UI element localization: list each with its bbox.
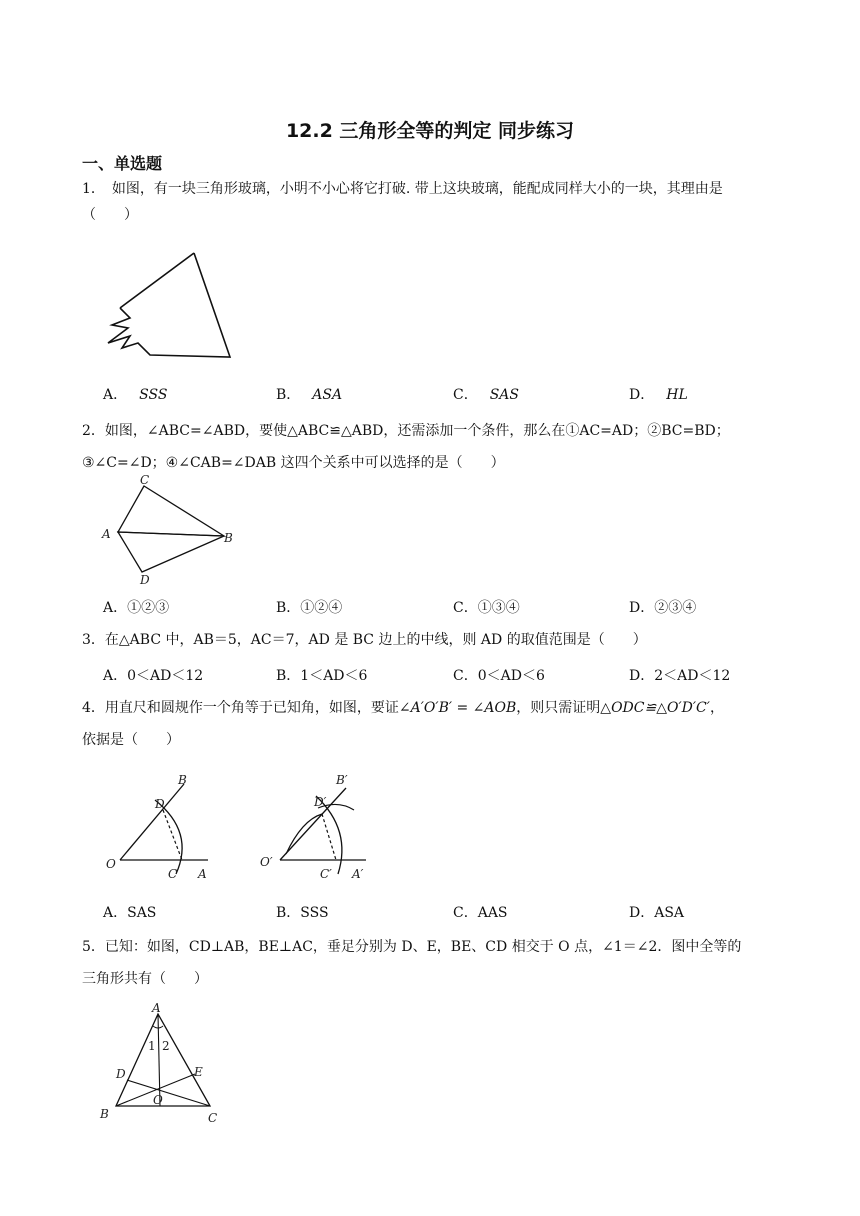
angle-label-2: 2 [162, 1039, 170, 1053]
question-4-text-3: ， [709, 700, 724, 716]
label-o-prime: O′ [260, 855, 273, 869]
question-5-stem [82, 932, 812, 994]
question-2-line-2: ③∠C=∠D；④∠CAB=∠DAB 这四个关系中可以选择的是（ ） [82, 455, 505, 471]
question-4-option-b[interactable]: B．SSS [276, 905, 329, 921]
label-a: A [152, 1001, 161, 1015]
label-b: B [224, 531, 233, 545]
question-2-option-b[interactable]: B．①②④ [276, 600, 343, 616]
question-4-math-2: △ODC≌△O′D′C′ [600, 700, 710, 716]
label-o: O [153, 1093, 163, 1107]
label-c-prime: C′ [320, 867, 332, 881]
question-1-option-c[interactable] [453, 384, 519, 404]
option-a-label: A． [103, 387, 128, 403]
label-a-prime: A′ [352, 867, 364, 881]
section-heading: 一、单选题 [82, 154, 163, 173]
option-d-value: HL [666, 387, 688, 403]
question-4-line-2: 依据是（ ） [82, 732, 180, 748]
question-1-option-b[interactable] [276, 384, 342, 404]
question-1-stem [82, 174, 812, 230]
question-4-figure-1 [100, 770, 230, 888]
label-o: O [106, 857, 116, 871]
question-4-option-d[interactable]: D．ASA [629, 905, 685, 921]
question-4-text-1: 4．用直尺和圆规作一个角等于已知角，如图，要证 [82, 700, 399, 716]
question-2-line-1: 2．如图，∠ABC=∠ABD，要使△ABC≌△ABD，还需添加一个条件，那么在①AC=AD；②BC=BD； [82, 423, 730, 439]
question-3-stem: 3．在△ABC 中，AB＝5，AC＝7，AD 是 BC 边上的中线，则 AD 的取值范围是（ ） [82, 632, 647, 648]
label-b: B [100, 1107, 109, 1121]
question-1-line-1: 1． 如图，有一块三角形玻璃，小明不小心将它打破. 带上这块玻璃，能配成同样大小的一块，其理由是 [82, 181, 723, 197]
question-3-option-d[interactable]: D．2＜AD＜12 [629, 668, 731, 684]
label-c: C [168, 867, 178, 881]
label-d: D [140, 573, 150, 587]
label-a: A [102, 527, 111, 541]
question-5-line-1: 5．已知：如图，CD⊥AB，BE⊥AC，垂足分别为 D、E，BE、CD 相交于 O 点，∠1＝∠2．图中全等的 [82, 939, 742, 955]
question-1-figure [100, 248, 240, 364]
question-3-option-b[interactable]: B．1＜AD＜6 [276, 668, 368, 684]
label-a: A [198, 867, 207, 881]
question-2-option-a[interactable]: A．①②③ [103, 600, 170, 616]
question-3-option-c[interactable]: C．0＜AD＜6 [453, 668, 545, 684]
question-1-line-2: （ ） [82, 207, 138, 223]
angle-label-1: 1 [148, 1039, 156, 1053]
label-c: C [140, 473, 150, 487]
label-b-prime: B′ [336, 773, 348, 787]
question-4-stem [82, 693, 812, 755]
question-1-option-a[interactable] [103, 384, 167, 404]
question-5-figure [96, 1000, 232, 1126]
question-4-line-1 [82, 693, 812, 723]
question-4-option-c[interactable]: C．AAS [453, 905, 508, 921]
option-c-value: SAS [489, 387, 520, 403]
option-c-label: C． [453, 387, 478, 403]
question-3-option-a[interactable]: A．0＜AD＜12 [103, 668, 204, 684]
question-2-option-d[interactable]: D．②③④ [629, 600, 697, 616]
option-b-label: B． [276, 387, 301, 403]
label-d: D [155, 797, 165, 811]
question-4-option-a[interactable]: A．SAS [103, 905, 157, 921]
question-2-option-c[interactable]: C．①③④ [453, 600, 520, 616]
label-b: B [178, 773, 187, 787]
label-d: D [116, 1067, 126, 1081]
label-d-prime: D′ [314, 795, 327, 809]
question-2-figure [96, 472, 242, 590]
question-2-stem [82, 416, 812, 478]
option-b-value: ASA [312, 387, 343, 403]
option-a-value: SSS [139, 387, 168, 403]
question-4-math-1: ∠A′O′B′ = ∠AOB [398, 700, 517, 716]
label-c: C [208, 1111, 218, 1125]
option-d-label: D． [629, 387, 655, 403]
question-5-line-2: 三角形共有（ ） [82, 971, 208, 987]
label-e: E [194, 1065, 203, 1079]
page-title: 12.2 三角形全等的判定 同步练习 [285, 120, 575, 142]
question-1-option-d[interactable] [629, 384, 688, 404]
question-4-figure-2 [258, 770, 388, 888]
question-4-text-2: ，则只需证明 [516, 700, 601, 716]
